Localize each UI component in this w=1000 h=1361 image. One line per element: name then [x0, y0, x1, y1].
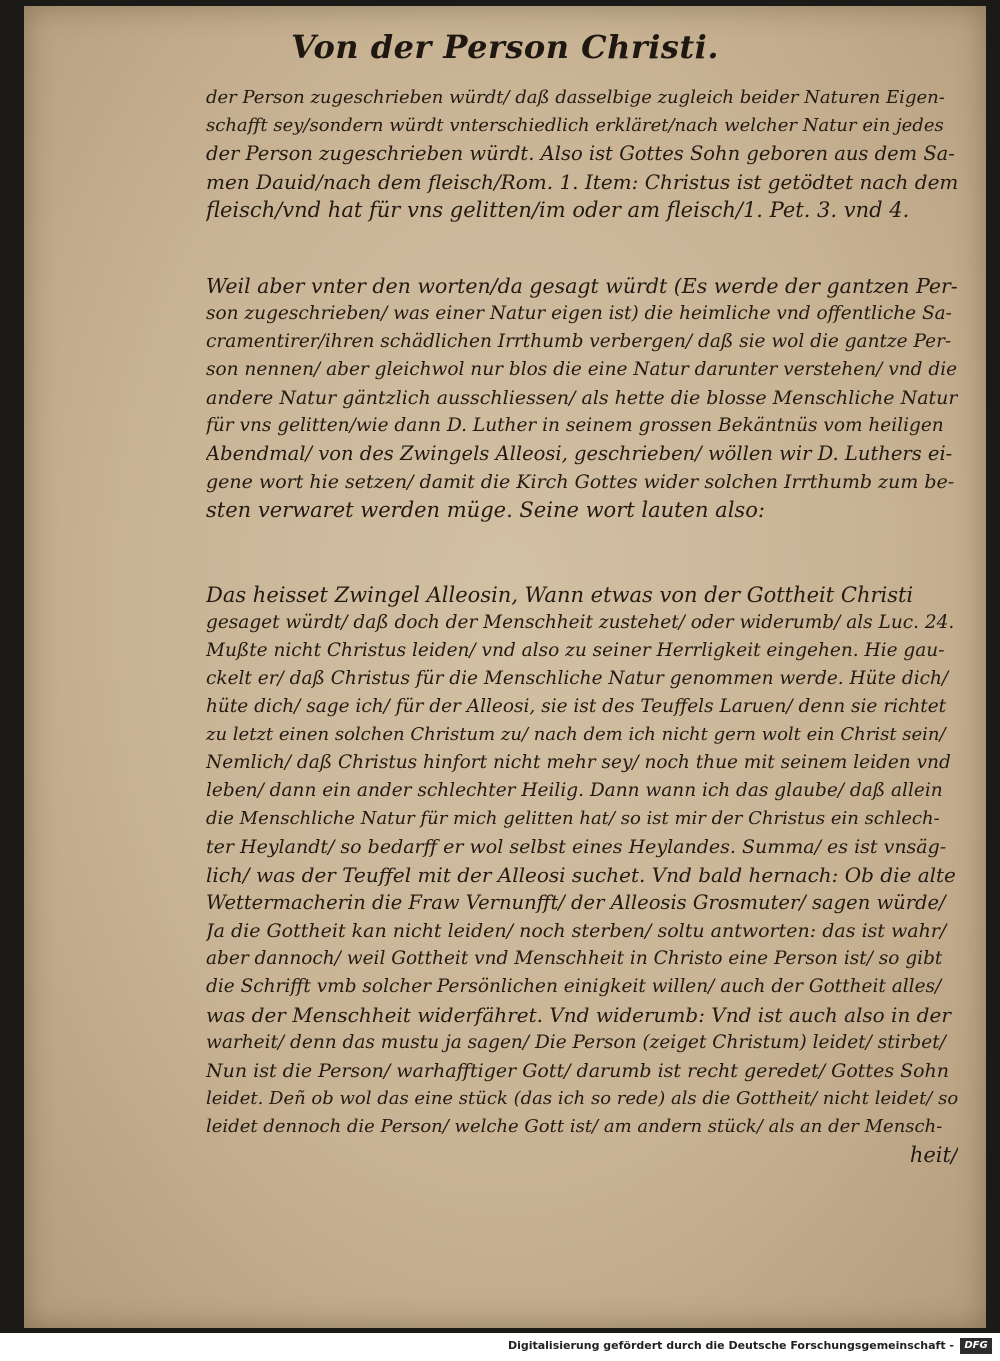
text-line: andere Natur gäntzlich ausschliessen/ als hette die blosse Menschliche Natur: [206, 387, 958, 409]
running-header: Von der Person Christi.: [291, 28, 719, 66]
text-line: men Dauid/nach dem fleisch/Rom. 1. Item: Christus ist getödtet nach dem: [206, 170, 958, 194]
text-line: Nemlich/ daß Christus hinfort nicht mehr sey/ noch thue mit seinem leiden vnd: [206, 752, 951, 773]
text-line: hüte dich/ sage ich/ für der Alleosi, sie ist des Teuffels Laruen/ denn sie richtet: [206, 696, 947, 717]
text-line: sten verwaret werden müge. Seine wort lauten also:: [206, 498, 765, 522]
text-line: ckelt er/ daß Christus für die Menschliche Natur genommen werde. Hüte dich/: [206, 668, 949, 689]
text-line: gesaget würdt/ daß doch der Menschheit zustehet/ oder widerumb/ als Luc. 24.: [206, 612, 955, 633]
text-line: leben/ dann ein ander schlechter Heilig. Dann wann ich das glaube/ daß allein: [206, 780, 943, 801]
text-line: ter Heylandt/ so bedarff er wol selbst eines Heylandes. Summa/ es ist vnsäg-: [206, 836, 947, 858]
text-line: Das heisset Zwingel Alleosin, Wann etwas von der Gottheit Christi: [206, 583, 914, 607]
text-line: Wettermacherin die Fraw Vernunfft/ der Alleosis Grosmuter/ sagen würde/: [206, 891, 946, 914]
text-line: zu letzt einen solchen Christum zu/ nach dem ich nicht gern wolt ein Christ sein/: [206, 724, 946, 745]
text-line: leidet dennoch die Person/ welche Gott ist/ am andern stück/ als an der Mensch-: [206, 1116, 943, 1137]
text-line: Nun ist die Person/ warhafftiger Gott/ darumb ist recht geredet/ Gottes Sohn: [206, 1060, 950, 1082]
text-line: Ja die Gottheit kan nicht leiden/ noch sterben/ soltu antworten: das ist wahr/: [206, 920, 947, 942]
text-line: Abendmal/ von des Zwingels Alleosi, geschrieben/ wöllen wir D. Luthers ei-: [206, 442, 953, 465]
text-line: aber dannoch/ weil Gottheit vnd Menschheit in Christo eine Person ist/ so gibt: [206, 948, 943, 969]
text-line: fleisch/vnd hat für vns gelitten/im oder am fleisch/1. Pet. 3. vnd 4.: [206, 198, 910, 222]
text-line: son zugeschrieben/ was einer Natur eigen ist) die heimliche vnd offentliche Sa-: [206, 303, 952, 324]
text-line: leidet. Deñ ob wol das eine stück (das ich so rede) als die Gottheit/ nicht leidet/ so: [206, 1088, 958, 1109]
text-line: lich/ was der Teuffel mit der Alleosi suchet. Vnd bald hernach: Ob die alte: [206, 863, 956, 887]
text-line: gene wort hie setzen/ damit die Kirch Gottes wider solchen Irrthumb zum be-: [206, 471, 955, 493]
text-line: die Schrifft vmb solcher Persönlichen einigkeit willen/ auch der Gottheit alles/: [206, 976, 942, 997]
text-line: die Menschliche Natur für mich gelitten hat/ so ist mir der Christus ein schlech-: [206, 808, 940, 829]
dfg-logo: DFG: [960, 1338, 992, 1354]
paragraph-1: [206, 84, 958, 224]
text-line: cramentirer/ihren schädlichen Irrthumb verbergen/ daß sie wol die gantze Per-: [206, 331, 952, 352]
catchword-line: heit/: [909, 1143, 958, 1167]
book-page: [24, 6, 986, 1328]
text-line: son nennen/ aber gleichwol nur blos die eine Natur darunter verstehen/ vnd die: [206, 359, 958, 380]
footer-bar: [0, 1333, 1000, 1361]
text-line: für vns gelitten/wie dann D. Luther in seinem grossen Bekäntnüs vom heiligen: [206, 415, 944, 436]
text-line: schafft sey/sondern würdt vnterschiedlich erkläret/nach welcher Natur ein jedes: [206, 115, 944, 136]
text-line: der Person zugeschrieben würdt/ daß dasselbige zugleich beider Naturen Eigen-: [206, 87, 945, 108]
funding-notice: Digitalisierung gefördert durch die Deutsche Forschungsgemeinschaft -: [507, 1339, 954, 1352]
text-line: Weil aber vnter den worten/da gesagt würdt (Es werde der gantzen Per-: [206, 274, 958, 298]
paragraph-2: [206, 272, 958, 524]
text-line: der Person zugeschrieben würdt. Also ist Gottes Sohn geboren aus dem Sa-: [206, 142, 955, 165]
text-line: was der Menschheit widerfähret. Vnd widerumb: Vnd ist auch also in der: [206, 1003, 951, 1027]
text-line: warheit/ denn das mustu ja sagen/ Die Person (zeiget Christum) leidet/ stirbet/: [206, 1032, 946, 1053]
text-line: Mußte nicht Christus leiden/ vnd also zu seiner Herrligkeit eingehen. Hie gau-: [206, 640, 945, 661]
paragraph-3: [206, 581, 958, 1169]
